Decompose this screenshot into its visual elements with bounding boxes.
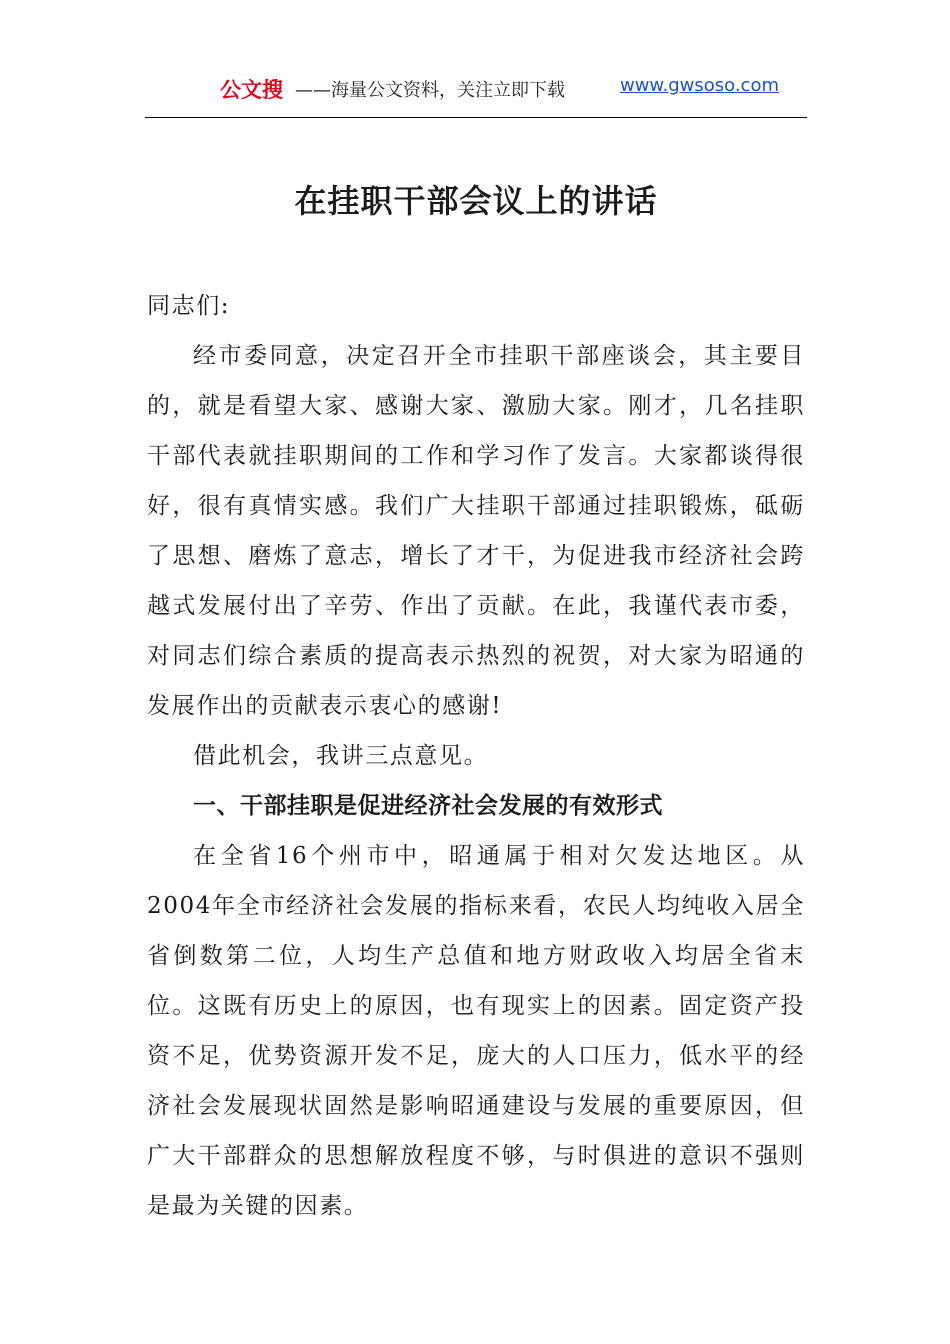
page-header (145, 66, 807, 110)
brand-logo: 公文搜 (220, 78, 283, 102)
body-paragraph: 借此机会，我讲三点意见。 (193, 743, 489, 769)
document-title: 在挂职干部会议上的讲话 (294, 182, 658, 220)
section-heading: 一、干部挂职是促进经济社会发展的有效形式 (193, 793, 663, 819)
header-divider (145, 117, 807, 118)
body-paragraph: 在全省16个州市中，昭通属于相对欠发达地区。从2004年全市经济社会发展的指标来看，农民人均纯收入居全省倒数第二位，人均生产总值和地方财政收入均居全省末位。这既有历史上的原因，也有现实上的因素。固定资产投资不足，优势资源开发不足，庞大的人口压力，低水平的经济社会发展现状固然是影响昭通建设与发展的重要原因，但广大干部群众的思想解放程度不够，与时俱进的意识不强则是最为关键的因素。 (147, 843, 805, 1219)
header-slogan: ——海量公文资料，关注立即下载 (295, 80, 565, 101)
body-paragraph: 经市委同意，决定召开全市挂职干部座谈会，其主要目的，就是看望大家、感谢大家、激励大家。刚才，几名挂职干部代表就挂职期间的工作和学习作了发言。大家都谈得很好，很有真情实感。我们广大挂职干部通过挂职锻炼，砥砺了思想、磨炼了意志，增长了才干，为促进我市经济社会跨越式发展付出了辛劳、作出了贡献。在此，我谨代表市委，对同志们综合素质的提高表示热烈的祝贺，对大家为昭通的发展作出的贡献表示衷心的感谢! (147, 343, 805, 719)
document-body (147, 281, 805, 1231)
salutation: 同志们: (147, 293, 231, 319)
website-link[interactable]: www.gwsoso.com (619, 75, 779, 96)
